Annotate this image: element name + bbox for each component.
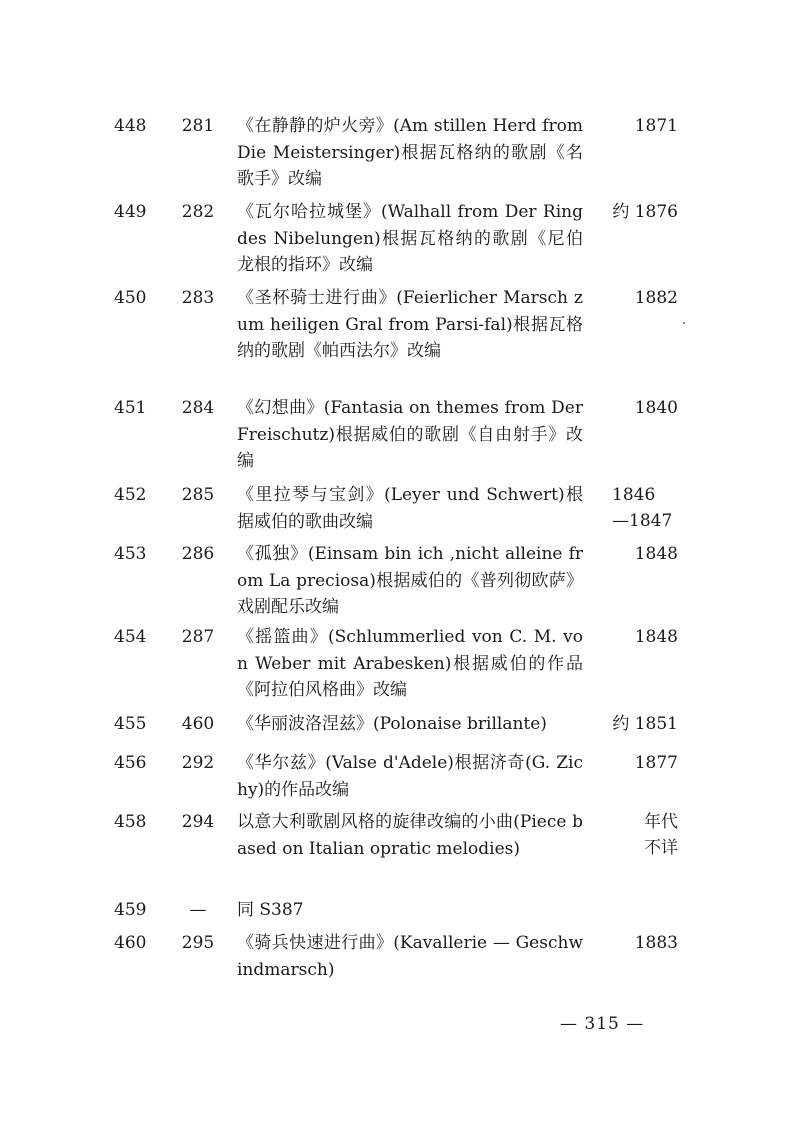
entry-description: 《幻想曲》(Fantasia on themes from Der Freischutz)根据威伯的歌剧《自由射手》改编: [237, 398, 583, 471]
entry-description: 同 S387: [237, 900, 304, 920]
entry-year: 1883: [634, 933, 678, 953]
entry-number: 456: [114, 753, 147, 773]
entry-code: 285: [181, 485, 215, 505]
entry-code: 287: [181, 627, 215, 647]
entry-number: 451: [114, 398, 147, 418]
entry-description: 《里拉琴与宝剑》(Leyer und Schwert)根据威伯的歌曲改编: [237, 485, 583, 532]
page-number: — 315 —: [560, 1014, 645, 1034]
scan-speck: [683, 322, 685, 324]
entry-number: 452: [114, 485, 147, 505]
entry-description: 《圣杯骑士进行曲》(Feierlicher Marsch zum heiligen Gral from Parsi-fal)根据瓦格纳的歌剧《帕西法尔》改编: [237, 288, 583, 361]
entry-number: 450: [114, 288, 147, 308]
entry-number: 453: [114, 544, 147, 564]
entry-number: 454: [114, 627, 147, 647]
entry-description: 《华尔兹》(Valse d'Adele)根据济奇(G. Zichy)的作品改编: [237, 753, 583, 800]
entry-description: 《华丽波洛涅兹》(Polonaise brillante): [237, 714, 547, 734]
entry-year: 1871: [634, 116, 678, 136]
entry-year: 1840: [634, 398, 678, 418]
entry-year: 年代 不详: [644, 812, 678, 858]
entry-code: —: [189, 900, 207, 920]
entry-year: 约 1851: [612, 714, 678, 734]
entry-number: 449: [114, 202, 147, 222]
entry-code: 286: [181, 544, 215, 564]
entry-year: 1877: [634, 753, 678, 773]
entry-number: 455: [114, 714, 147, 734]
entry-number: 458: [114, 812, 147, 832]
entry-code: 460: [181, 714, 215, 734]
entry-year: 1848: [634, 544, 678, 564]
entry-code: 281: [181, 116, 215, 136]
entry-year: 约 1876: [612, 202, 678, 222]
entry-description: 《摇篮曲》(Schlummerlied von C. M. von Weber mit Arabesken)根据威伯的作品《阿拉伯风格曲》改编: [237, 627, 583, 700]
entry-description: 以意大利歌剧风格的旋律改编的小曲(Piece based on Italian opratic melodies): [237, 812, 583, 859]
entry-description: 《在静静的炉火旁》(Am stillen Herd from Die Meistersinger)根据瓦格纳的歌剧《名歌手》改编: [237, 116, 583, 189]
entry-description: 《瓦尔哈拉城堡》(Walhall from Der Ring des Nibelungen)根据瓦格纳的歌剧《尼伯龙根的指环》改编: [237, 202, 583, 275]
entry-year: 1882: [634, 288, 678, 308]
entry-code: 284: [181, 398, 215, 418]
entry-code: 294: [181, 812, 215, 832]
entry-code: 292: [181, 753, 215, 773]
entry-code: 283: [181, 288, 215, 308]
entry-year: 1846 —1847: [612, 485, 673, 531]
entry-code: 295: [181, 933, 215, 953]
entry-description: 《孤独》(Einsam bin ich ,nicht alleine from La preciosa)根据威伯的《普列彻欧萨》戏剧配乐改编: [237, 544, 583, 617]
entry-number: 460: [114, 933, 147, 953]
entry-code: 282: [181, 202, 215, 222]
entry-year: 1848: [634, 627, 678, 647]
entry-description: 《骑兵快速进行曲》(Kavallerie — Geschwindmarsch): [237, 933, 583, 980]
entry-number: 459: [114, 900, 147, 920]
entry-number: 448: [114, 116, 147, 136]
